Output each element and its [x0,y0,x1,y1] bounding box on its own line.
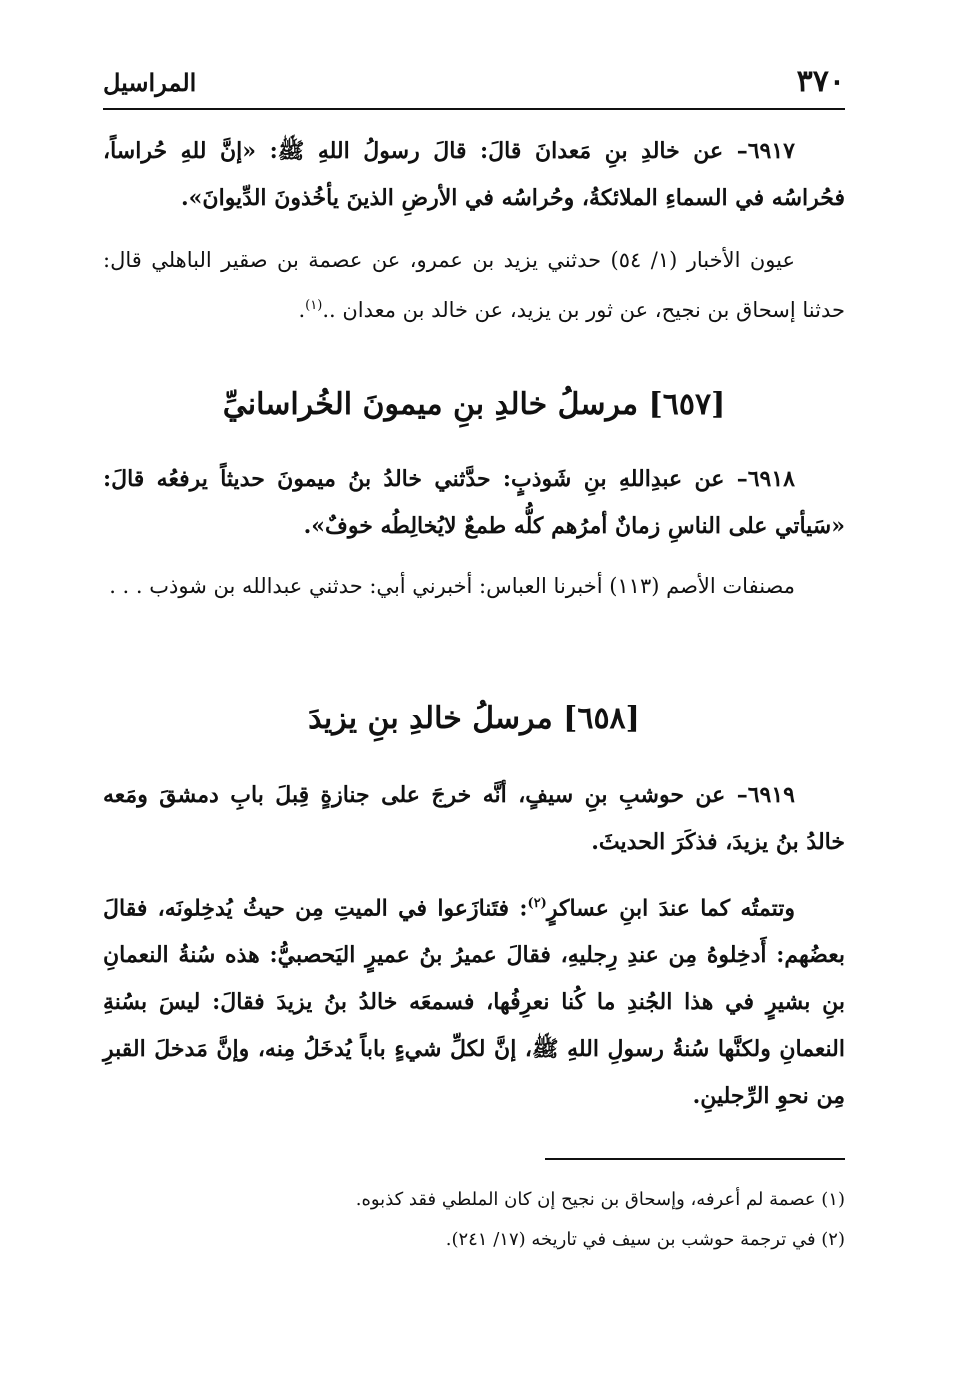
footnote-2: (٢) في ترجمة حوشب بن سيف في تاريخه (١٧/ ٢٤١). [445,1229,845,1250]
section-heading-658: [٦٥٨] مرسلُ خالدِ بنِ يزيدَ [308,701,640,736]
source-6917 [103,238,845,333]
continuation-text: : فتَنازَعوا في الميتِ مِن حيثُ يُدخِلونَه، فقالَ بعضُهم: أَدخِلوهُ مِن عندِ رِجليهِ، فقالَ عميرُ بنُ عميرٍ اليَحصبيُّ: هذه سُنةُ النعمانِ بنِ بشيرٍ في هذا الجُندِ ما كُنا نعرِفُها، فسمعَه خالدُ بنُ يزيدَ فقالَ: ليسَ بسُنةِ النعمانِ ولكنَّها سُنةُ رسولِ اللهِ ﷺ، إنَّ لكلِّ شيءٍ باباً يُدخَلُ مِنه، وإنَّ مَدخلَ القبرِ مِن نحوِ الرِّجلينِ. [103,895,845,1110]
source-6918 [103,564,845,609]
source-text: عيون الأخبار (١/ ٥٤) حدثني يزيد بن عمرو، عن عصمة بن صقير الباهلي قال: حدثنا إسحاق بن نجيح، عن ثور بن يزيد، عن خالد بن معدان .. [103,248,845,322]
section-heading-657: [٦٥٧] مرسلُ خالدِ بنِ ميمونَ الخُراسانيِّ [222,387,726,422]
footnotes [103,1180,845,1260]
footnote-ref-1[interactable]: (١) [305,298,323,313]
page-header [103,62,845,106]
footnote-1: (١) عصمة لم أعرفه، وإسحاق بن نجيح إن كان الملطي فقد كذبوه. [355,1189,845,1210]
hadith-text: – عن خالدِ بنِ مَعدانَ قالَ: قالَ رسولُ اللهِ ﷺ: «إنَّ للهِ حُراساً، فحُراسُه في السماءِ الملائكةُ، وحُراسُه في الأرضِ الذينَ يأخُذونَ الدِّيوانَ». [103,138,845,211]
hadith-6917 [103,128,845,222]
source-text: مصنفات الأصم (١١٣) أخبرنا العباس: أخبرني أبي: حدثني عبدالله بن شوذب . . . [109,574,795,598]
hadith-6919-continuation [103,880,845,1120]
hadith-number: ٦٩١٨ [747,466,795,492]
hadith-6918 [103,456,845,550]
continuation-start: وتتمتُه كما عندَ ابنِ عساكرٍ [546,895,796,922]
running-title: المراسيل [103,68,197,97]
hadith-number: ٦٩١٩ [747,782,795,808]
hadith-number: ٦٩١٧ [747,138,795,164]
header-rule [103,108,845,110]
hadith-text: – عن حوشبِ بنِ سيفٍ، أنَّه خرجَ على جنازةٍ قِبلَ بابِ دمشقَ ومَعه خالدُ بنُ يزيدَ، فذكَرَ الحديثَ. [103,782,845,855]
page-number: ٣٧٠ [796,64,845,99]
footnote-rule [545,1158,845,1160]
hadith-6919 [103,772,845,866]
source-end: . [298,298,306,322]
hadith-text: – عن عبدِاللهِ بنِ شَوذبٍ: حدَّثني خالدُ بنُ ميمونَ حديثاً يرفعُه قالَ: «سَيأتي على الناسِ زمانٌ أمرُهم كلُّه طمعٌ لايُخالِطُه خوفٌ». [103,466,845,539]
footnote-ref-2[interactable]: (٢) [527,896,547,911]
